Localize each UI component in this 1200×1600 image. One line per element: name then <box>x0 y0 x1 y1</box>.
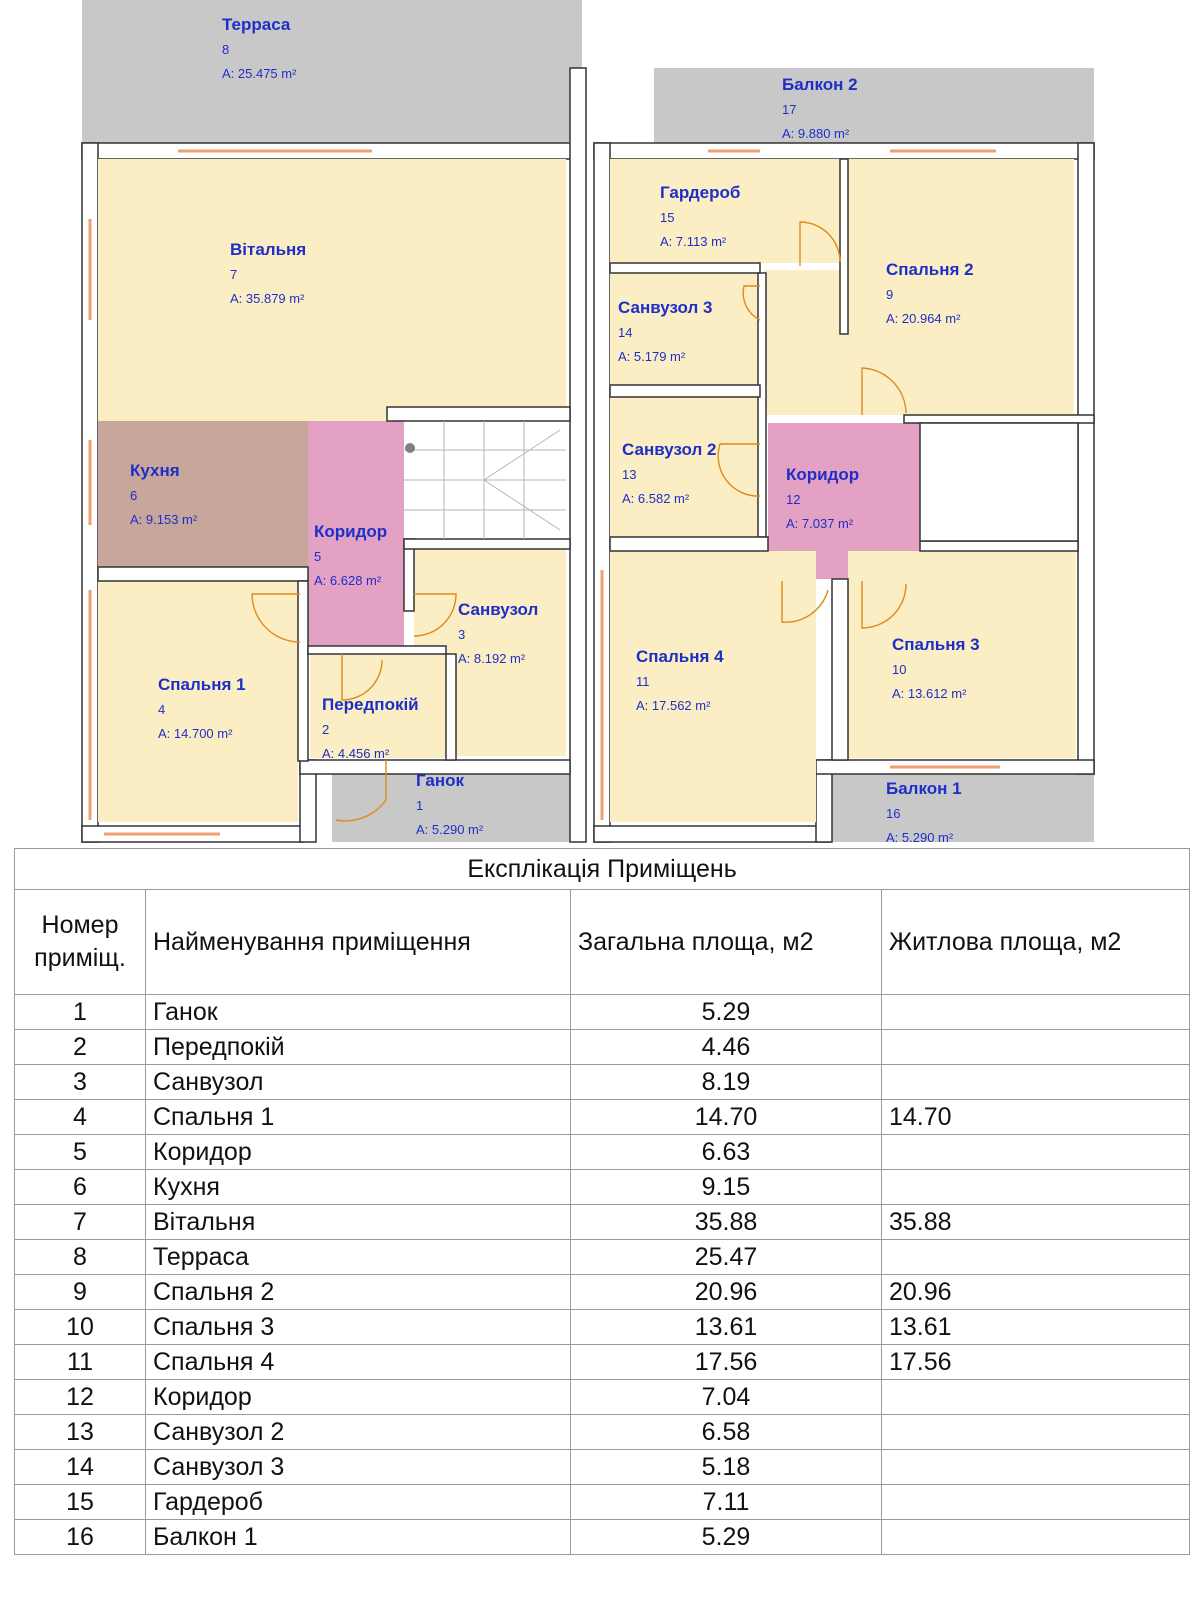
room-number-cell: 11 <box>15 1345 146 1380</box>
total-area-cell: 17.56 <box>571 1345 882 1380</box>
wall <box>308 646 446 654</box>
room-name-cell: Спальня 1 <box>146 1100 571 1135</box>
room-number: 16 <box>886 806 901 821</box>
wall <box>404 539 414 611</box>
room-name: Коридор <box>786 465 860 484</box>
wall <box>1078 143 1094 774</box>
wall <box>387 407 570 421</box>
room-name-cell: Передпокій <box>146 1030 571 1065</box>
room-area: A: 9.880 m² <box>782 126 850 141</box>
room-name: Коридор <box>314 522 388 541</box>
room-area: A: 8.192 m² <box>458 651 526 666</box>
room-area: A: 14.700 m² <box>158 726 233 741</box>
room-number: 8 <box>222 42 230 57</box>
room-name-cell: Ганок <box>146 995 571 1030</box>
room-area: A: 13.612 m² <box>892 686 967 701</box>
wall <box>758 273 766 537</box>
room-number-cell: 4 <box>15 1100 146 1135</box>
room-name-cell: Спальня 4 <box>146 1345 571 1380</box>
table-row <box>15 1485 1190 1520</box>
room-number: 11 <box>636 674 650 689</box>
balcony-2-area <box>654 68 1094 143</box>
total-area-cell: 6.58 <box>571 1415 882 1450</box>
total-area-cell: 5.29 <box>571 1520 882 1555</box>
living-area-cell: 14.70 <box>882 1100 1190 1135</box>
header-name: Найменування приміщення <box>146 890 571 995</box>
room-number: 14 <box>618 325 633 340</box>
total-area-cell: 4.46 <box>571 1030 882 1065</box>
room-number: 12 <box>786 492 801 507</box>
wall <box>610 385 760 397</box>
living-area-cell <box>882 1380 1190 1415</box>
living-area-cell: 17.56 <box>882 1345 1190 1380</box>
wall <box>594 826 830 842</box>
room-number-cell: 1 <box>15 995 146 1030</box>
wall <box>904 415 1094 423</box>
room-name-cell: Санвузол <box>146 1065 571 1100</box>
table-row <box>15 1030 1190 1065</box>
room-name-cell: Вітальня <box>146 1205 571 1240</box>
total-area-cell: 14.70 <box>571 1100 882 1135</box>
living-area-cell <box>882 1450 1190 1485</box>
upper-hall-fill <box>764 270 846 415</box>
living-area-cell: 35.88 <box>882 1205 1190 1240</box>
total-area-cell: 5.29 <box>571 995 882 1030</box>
living-area-cell <box>882 1135 1190 1170</box>
total-area-cell: 7.04 <box>571 1380 882 1415</box>
table-row <box>15 1170 1190 1205</box>
room-name-cell: Кухня <box>146 1170 571 1205</box>
total-area-cell: 25.47 <box>571 1240 882 1275</box>
room-name: Балкон 2 <box>782 75 858 94</box>
room-name-cell: Санвузол 2 <box>146 1415 571 1450</box>
terrace-area <box>82 0 582 143</box>
room-area: A: 9.153 m² <box>130 512 198 527</box>
living-area-cell <box>882 995 1190 1030</box>
room-area: A: 4.456 m² <box>322 746 390 761</box>
room-name-cell: Спальня 3 <box>146 1310 571 1345</box>
room-name: Спальня 4 <box>636 647 724 666</box>
table-row <box>15 1240 1190 1275</box>
room-number: 13 <box>622 467 637 482</box>
room-number: 1 <box>416 798 424 813</box>
living-area-cell <box>882 1415 1190 1450</box>
table-row <box>15 1065 1190 1100</box>
living-area-cell <box>882 1485 1190 1520</box>
table-row <box>15 1450 1190 1485</box>
room-number-cell: 13 <box>15 1415 146 1450</box>
room-area: A: 7.113 m² <box>660 234 727 249</box>
total-area-cell: 8.19 <box>571 1065 882 1100</box>
room-area: A: 35.879 m² <box>230 291 305 306</box>
room-number-cell: 16 <box>15 1520 146 1555</box>
header-number: Номер приміщ. <box>15 890 146 995</box>
table-row <box>15 1380 1190 1415</box>
bedroom-3-fill <box>848 551 1076 758</box>
living-area-cell <box>882 1170 1190 1205</box>
table-row <box>15 1415 1190 1450</box>
wall <box>446 654 456 760</box>
room-area: A: 6.582 m² <box>622 491 690 506</box>
room-number: 2 <box>322 722 330 737</box>
room-number-cell: 3 <box>15 1065 146 1100</box>
room-area: A: 25.475 m² <box>222 66 297 81</box>
explication-table <box>14 848 1190 1555</box>
living-area-cell <box>882 1065 1190 1100</box>
room-name: Передпокій <box>322 695 419 714</box>
room-name: Спальня 2 <box>886 260 974 279</box>
table-row <box>15 1275 1190 1310</box>
room-number-cell: 12 <box>15 1380 146 1415</box>
room-name: Гардероб <box>660 183 741 202</box>
wall <box>594 143 1094 159</box>
room-number-cell: 7 <box>15 1205 146 1240</box>
room-name-cell: Балкон 1 <box>146 1520 571 1555</box>
room-number: 17 <box>782 102 797 117</box>
total-area-cell: 7.11 <box>571 1485 882 1520</box>
balcony-1-area <box>830 774 1094 842</box>
room-name-cell: Гардероб <box>146 1485 571 1520</box>
total-area-cell: 5.18 <box>571 1450 882 1485</box>
table-title: Експлікація Приміщень <box>15 849 1190 890</box>
room-name-cell: Коридор <box>146 1135 571 1170</box>
room-name: Ганок <box>416 771 465 790</box>
wall <box>920 423 1078 541</box>
room-name: Санвузол 2 <box>622 440 717 459</box>
room-name: Санвузол <box>458 600 539 619</box>
table-row <box>15 1205 1190 1240</box>
total-area-cell: 20.96 <box>571 1275 882 1310</box>
room-name: Спальня 3 <box>892 635 980 654</box>
room-number: 7 <box>230 267 238 282</box>
room-name: Терраса <box>222 15 291 34</box>
wall <box>840 159 848 334</box>
living-area-cell: 20.96 <box>882 1275 1190 1310</box>
room-number-cell: 10 <box>15 1310 146 1345</box>
room-number: 3 <box>458 627 466 642</box>
table-row <box>15 1520 1190 1555</box>
room-number: 15 <box>660 210 675 225</box>
room-number-cell: 2 <box>15 1030 146 1065</box>
wall <box>920 541 1078 551</box>
header-living-area: Житлова площа, м2 <box>882 890 1190 995</box>
wall <box>404 539 570 549</box>
room-number-cell: 14 <box>15 1450 146 1485</box>
table-row <box>15 1135 1190 1170</box>
table-row <box>15 1345 1190 1380</box>
room-name-cell: Терраса <box>146 1240 571 1275</box>
room-area: A: 6.628 m² <box>314 573 382 588</box>
header-total-area: Загальна площа, м2 <box>571 890 882 995</box>
room-area: A: 5.290 m² <box>416 822 484 837</box>
living-room-fill <box>98 159 566 421</box>
total-area-cell: 9.15 <box>571 1170 882 1205</box>
table-row <box>15 1310 1190 1345</box>
room-number-cell: 8 <box>15 1240 146 1275</box>
wall <box>832 579 848 760</box>
wall <box>570 68 586 842</box>
room-number-cell: 6 <box>15 1170 146 1205</box>
room-name: Балкон 1 <box>886 779 962 798</box>
living-area-cell <box>882 1240 1190 1275</box>
room-area: A: 17.562 m² <box>636 698 711 713</box>
table-row <box>15 1100 1190 1135</box>
room-name-cell: Коридор <box>146 1380 571 1415</box>
living-area-cell <box>882 1520 1190 1555</box>
room-area: A: 5.290 m² <box>886 830 954 845</box>
room-name: Санвузол 3 <box>618 298 713 317</box>
room-number: 4 <box>158 702 166 717</box>
room-area: A: 5.179 m² <box>618 349 686 364</box>
room-number: 9 <box>886 287 894 302</box>
room-number: 5 <box>314 549 322 564</box>
wall <box>610 263 760 273</box>
room-name: Кухня <box>130 461 180 480</box>
living-area-cell: 13.61 <box>882 1310 1190 1345</box>
table-row <box>15 995 1190 1030</box>
room-name-cell: Спальня 2 <box>146 1275 571 1310</box>
room-number-cell: 9 <box>15 1275 146 1310</box>
total-area-cell: 13.61 <box>571 1310 882 1345</box>
room-number-cell: 15 <box>15 1485 146 1520</box>
room-area: A: 7.037 m² <box>786 516 854 531</box>
total-area-cell: 6.63 <box>571 1135 882 1170</box>
room-name: Вітальня <box>230 240 307 259</box>
wall <box>610 537 768 551</box>
room-name-cell: Санвузол 3 <box>146 1450 571 1485</box>
total-area-cell: 35.88 <box>571 1205 882 1240</box>
wall <box>298 581 308 761</box>
wall <box>98 567 308 581</box>
explication-section <box>14 848 1189 1555</box>
room-area: A: 20.964 m² <box>886 311 961 326</box>
table-body <box>15 995 1190 1555</box>
room-number-cell: 5 <box>15 1135 146 1170</box>
bedroom-2-fill <box>846 159 1074 415</box>
living-area-cell <box>882 1030 1190 1065</box>
room-number: 6 <box>130 488 138 503</box>
room-number: 10 <box>892 662 907 677</box>
room-name: Спальня 1 <box>158 675 246 694</box>
bedroom-1-fill <box>98 581 298 822</box>
